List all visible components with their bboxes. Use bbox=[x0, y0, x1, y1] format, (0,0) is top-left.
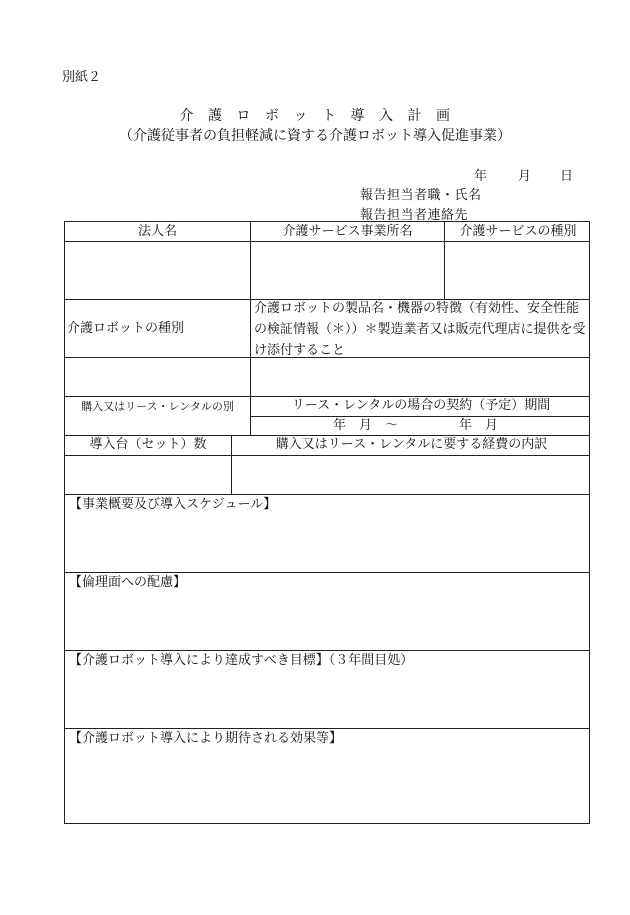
goals-section[interactable] bbox=[69, 652, 589, 726]
effects-section[interactable] bbox=[69, 730, 589, 822]
cost-breakdown-label: 購入又はリース・レンタルに要する経費の内訳 bbox=[275, 437, 548, 452]
unit-count-field[interactable] bbox=[66, 456, 230, 493]
cost-breakdown-field[interactable] bbox=[233, 456, 590, 493]
plan-form-table bbox=[64, 221, 590, 824]
effects-section-label: 【介護ロボット導入により期待される効果等】 bbox=[69, 731, 343, 746]
goals-section-label: 【介護ロボット導入により達成すべき目標】（３年間目処） bbox=[69, 653, 414, 668]
overview-section[interactable] bbox=[69, 496, 589, 570]
robot-type-label: 介護ロボットの種別 bbox=[67, 321, 185, 336]
lease-period-to[interactable]: 年 月 bbox=[459, 418, 499, 433]
robot-product-info-field[interactable] bbox=[252, 358, 590, 395]
contact-label: 報告担当者連絡先 bbox=[360, 208, 469, 223]
service-type-field[interactable] bbox=[446, 242, 590, 298]
lease-period-label: リース・レンタルの場合の契約（予定）期間 bbox=[291, 398, 551, 413]
robot-product-info-label: 介護ロボットの製品名・機器の特徴（有効性、安全性能の検証情報（＊））＊製造業者又は販売代理店に提供を受け添付すること bbox=[254, 301, 586, 358]
unit-count-label: 導入台（セット）数 bbox=[89, 437, 207, 452]
corporation-name-field[interactable] bbox=[66, 242, 249, 298]
corporation-name-header: 法人名 bbox=[137, 224, 177, 239]
ethics-section[interactable] bbox=[69, 574, 589, 648]
ethics-section-label: 【倫理面への配慮】 bbox=[69, 575, 187, 590]
office-name-header: 介護サービス事業所名 bbox=[282, 224, 413, 239]
document-subtitle: （介護従事者の負担軽減に資する介護ロボット導入促進事業） bbox=[119, 128, 511, 144]
date-month-label: 月 bbox=[518, 169, 532, 184]
office-name-field[interactable] bbox=[252, 242, 443, 298]
attachment-label: 別紙２ bbox=[62, 70, 102, 85]
overview-section-label: 【事業概要及び導入スケジュール】 bbox=[69, 497, 277, 512]
date-day-label: 日 bbox=[560, 169, 574, 184]
reporter-label: 報告担当者職・氏名 bbox=[360, 188, 482, 203]
date-year-label: 年 bbox=[474, 169, 488, 184]
robot-type-field[interactable] bbox=[66, 358, 249, 395]
service-type-header: 介護サービスの種別 bbox=[459, 224, 577, 239]
purchase-or-lease-field[interactable] bbox=[66, 417, 249, 434]
lease-period-from[interactable]: 年 月 ～ bbox=[333, 418, 399, 433]
purchase-or-lease-label: 購入又はリース・レンタルの別 bbox=[81, 400, 234, 413]
document-title: 介護ロボット導入計画 bbox=[179, 108, 465, 124]
